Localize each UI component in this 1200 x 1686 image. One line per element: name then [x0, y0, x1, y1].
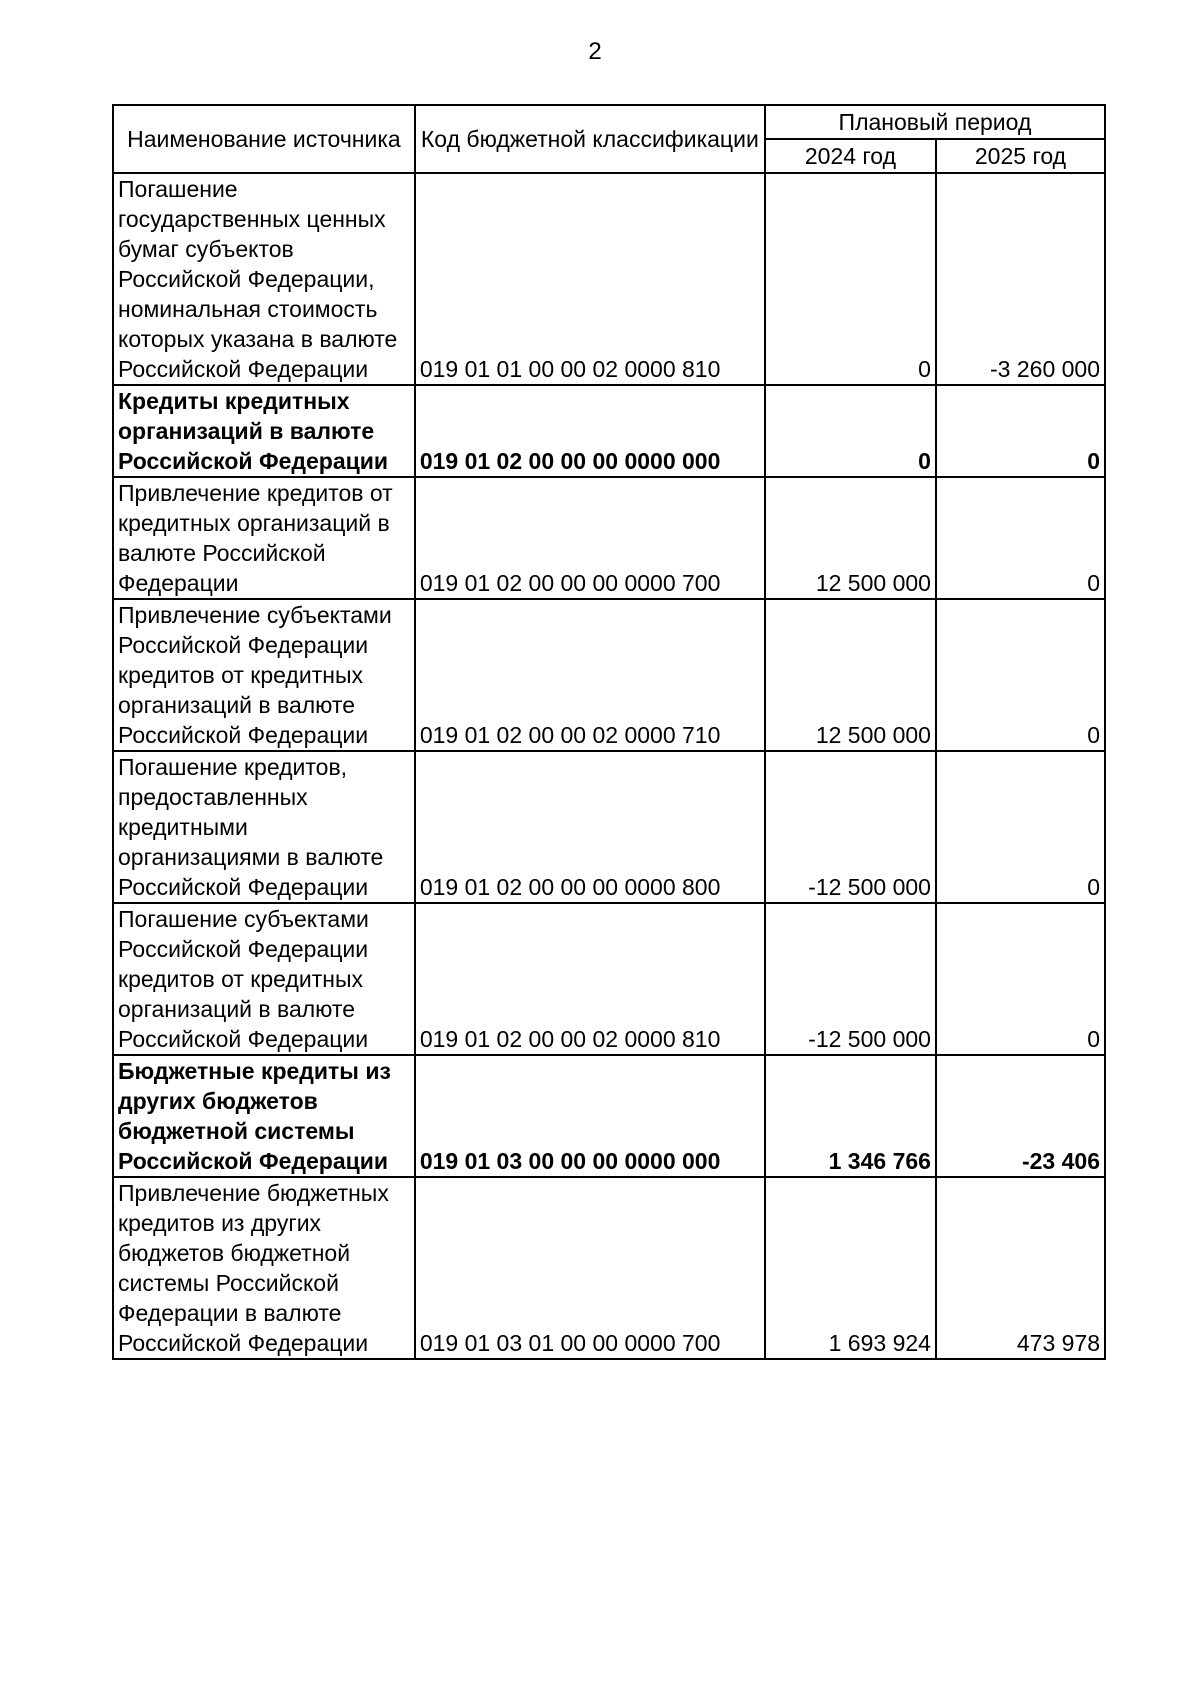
header-budget-code: Код бюджетной классификации	[415, 105, 765, 173]
header-source-name: Наименование источника	[113, 105, 415, 173]
amount-2025: 473 978	[936, 1177, 1105, 1359]
amount-2024: -12 500 000	[765, 751, 936, 903]
header-year-2024: 2024 год	[765, 139, 936, 173]
table-row	[113, 599, 1105, 751]
table-row	[113, 477, 1105, 599]
amount-2024: 1 346 766	[765, 1055, 936, 1177]
table-row	[113, 173, 1105, 385]
amount-2024: 0	[765, 385, 936, 477]
table-row	[113, 751, 1105, 903]
amount-2024: 1 693 924	[765, 1177, 936, 1359]
amount-2025: -23 406	[936, 1055, 1105, 1177]
source-name: Привлечение бюджетных кредитов из других бюджетов бюджетной системы Российской Федерации в валюте Российской Федерации	[113, 1177, 415, 1359]
source-name: Привлечение кредитов от кредитных организаций в валюте Российской Федерации	[113, 477, 415, 599]
amount-2025: 0	[936, 751, 1105, 903]
budget-code: 019 01 03 00 00 00 0000 000	[415, 1055, 765, 1177]
source-name: Погашение кредитов, предоставленных кредитными организациями в валюте Российской Федерации	[113, 751, 415, 903]
amount-2024: 0	[765, 173, 936, 385]
budget-code: 019 01 02 00 00 00 0000 800	[415, 751, 765, 903]
source-name: Бюджетные кредиты из других бюджетов бюджетной системы Российской Федерации	[113, 1055, 415, 1177]
amount-2024: -12 500 000	[765, 903, 936, 1055]
table-row	[113, 1177, 1105, 1359]
budget-code: 019 01 03 01 00 00 0000 700	[415, 1177, 765, 1359]
budget-code: 019 01 02 00 00 00 0000 000	[415, 385, 765, 477]
source-name: Погашение субъектами Российской Федерации кредитов от кредитных организаций в валюте Российской Федерации	[113, 903, 415, 1055]
table-row	[113, 385, 1105, 477]
table-body	[113, 173, 1105, 1359]
source-name: Кредиты кредитных организаций в валюте Российской Федерации	[113, 385, 415, 477]
amount-2024: 12 500 000	[765, 477, 936, 599]
table-row	[113, 903, 1105, 1055]
amount-2025: -3 260 000	[936, 173, 1105, 385]
budget-code: 019 01 02 00 00 02 0000 810	[415, 903, 765, 1055]
source-name: Привлечение субъектами Российской Федерации кредитов от кредитных организаций в валюте Российской Федерации	[113, 599, 415, 751]
budget-code: 019 01 02 00 00 02 0000 710	[415, 599, 765, 751]
source-name: Погашение государственных ценных бумаг субъектов Российской Федерации, номинальная стоимость которых указана в валюте Российской Федерации	[113, 173, 415, 385]
sources-table	[112, 104, 1106, 1360]
table-row	[113, 1055, 1105, 1177]
amount-2025: 0	[936, 903, 1105, 1055]
table-header	[113, 105, 1105, 173]
header-planning-period: Плановый период	[765, 105, 1105, 139]
amount-2025: 0	[936, 385, 1105, 477]
budget-code: 019 01 02 00 00 00 0000 700	[415, 477, 765, 599]
amount-2025: 0	[936, 477, 1105, 599]
budget-code: 019 01 01 00 00 02 0000 810	[415, 173, 765, 385]
amount-2024: 12 500 000	[765, 599, 936, 751]
page-number: 2	[588, 38, 602, 65]
amount-2025: 0	[936, 599, 1105, 751]
header-year-2025: 2025 год	[936, 139, 1105, 173]
